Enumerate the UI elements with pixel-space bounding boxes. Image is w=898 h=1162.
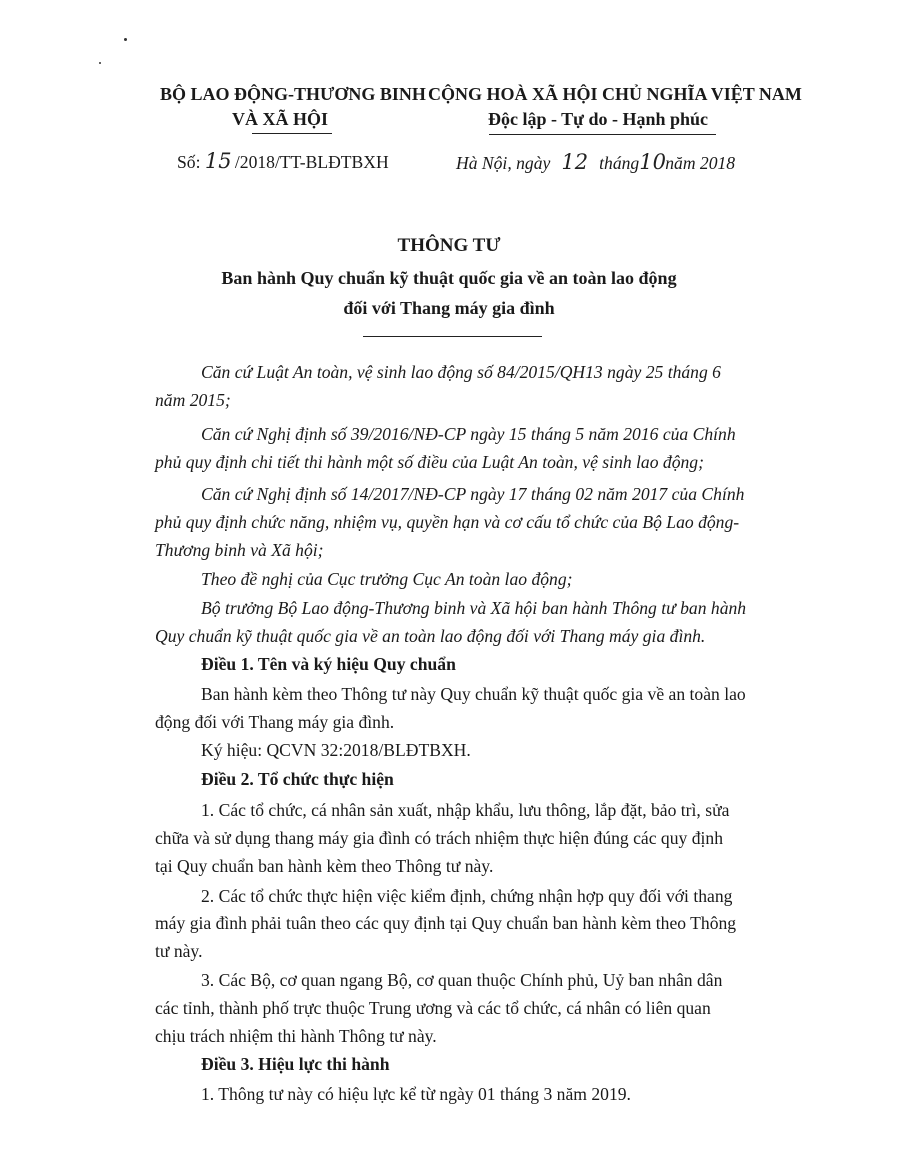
preamble-1-line1: Căn cứ Luật An toàn, vệ sinh lao động số 84/2015/QH13 ngày 25 tháng 6 xyxy=(201,362,721,382)
handwritten-number: 15 xyxy=(204,149,232,173)
article-3-line1: 1. Thông tư này có hiệu lực kể từ ngày 01 tháng 3 năm 2019. xyxy=(201,1084,631,1104)
article-1-line1: Ban hành kèm theo Thông tư này Quy chuẩn kỹ thuật quốc gia về an toàn lao xyxy=(201,684,746,704)
article-2-clause1-line2: chữa và sử dụng thang máy gia đình có trách nhiệm thực hiện đúng các quy định xyxy=(155,828,723,848)
number-prefix: Số: xyxy=(177,152,201,172)
scan-speck xyxy=(99,62,101,64)
article-2-clause3-line2: các tỉnh, thành phố trực thuộc Trung ương và các tổ chức, cá nhân có liên quan xyxy=(155,998,711,1018)
article-2-clause2-line2: máy gia đình phải tuân theo các quy định tại Quy chuẩn ban hành kèm theo Thông xyxy=(155,913,737,933)
article-2-clause3-line3: chịu trách nhiệm thi hành Thông tư này. xyxy=(155,1026,437,1046)
scan-speck xyxy=(124,38,127,41)
preamble-5-line1: Bộ trưởng Bộ Lao động-Thương binh và Xã hội ban hành Thông tư ban hành xyxy=(201,598,747,618)
preamble-4-line1: Theo đề nghị của Cục trưởng Cục An toàn lao động; xyxy=(201,569,573,589)
article-2-clause3-line1: 3. Các Bộ, cơ quan ngang Bộ, cơ quan thuộc Chính phủ, Uỷ ban nhân dân xyxy=(201,970,723,990)
preamble-3-line1: Căn cứ Nghị định số 14/2017/NĐ-CP ngày 17 tháng 02 năm 2017 của Chính xyxy=(201,484,745,504)
ministry-underline xyxy=(252,133,332,134)
document-subject-line1: Ban hành Quy chuẩn kỹ thuật quốc gia về an toàn lao động xyxy=(221,268,677,288)
date-month-label: tháng xyxy=(599,153,640,173)
ministry-name-line2: VÀ XÃ HỘI xyxy=(232,109,329,129)
motto-underline xyxy=(489,134,716,135)
article-2-clause1-line1: 1. Các tổ chức, cá nhân sản xuất, nhập khẩu, lưu thông, lắp đặt, bảo trì, sửa xyxy=(201,800,730,820)
ministry-name-line1: BỘ LAO ĐỘNG-THƯƠNG BINH xyxy=(160,84,426,104)
document-subject-line2: đối với Thang máy gia đình xyxy=(343,298,555,318)
document-number xyxy=(177,149,389,173)
article-1-line2: động đối với Thang máy gia đình. xyxy=(155,712,395,732)
article-2-heading: Điều 2. Tổ chức thực hiện xyxy=(201,769,394,789)
title-underline xyxy=(363,336,542,337)
issue-date xyxy=(456,150,735,174)
article-2-clause2-line3: tư này. xyxy=(155,941,203,961)
article-3-heading: Điều 3. Hiệu lực thi hành xyxy=(201,1054,390,1074)
article-1-heading: Điều 1. Tên và ký hiệu Quy chuẩn xyxy=(201,654,456,674)
article-2-clause2-line1: 2. Các tổ chức thực hiện việc kiểm định, chứng nhận hợp quy đối với thang xyxy=(201,886,733,906)
preamble-3-line2: phủ quy định chức năng, nhiệm vụ, quyền hạn và cơ cấu tổ chức của Bộ Lao động- xyxy=(155,512,740,532)
number-suffix: /2018/TT-BLĐTBXH xyxy=(234,152,389,172)
national-motto: Độc lập - Tự do - Hạnh phúc xyxy=(488,109,709,129)
article-1-symbol: Ký hiệu: QCVN 32:2018/BLĐTBXH. xyxy=(201,740,471,760)
country-name: CỘNG HOÀ XÃ HỘI CHỦ NGHĨA VIỆT NAM xyxy=(428,84,802,104)
article-2-clause1-line3: tại Quy chuẩn ban hành kèm theo Thông tư này. xyxy=(155,856,494,876)
preamble-5-line2: Quy chuẩn kỹ thuật quốc gia về an toàn lao động đối với Thang máy gia đình. xyxy=(155,626,706,646)
preamble-2-line2: phủ quy định chi tiết thi hành một số điều của Luật An toàn, vệ sinh lao động; xyxy=(155,452,704,472)
handwritten-month: 10 xyxy=(639,150,666,174)
document-type: THÔNG TƯ xyxy=(397,235,501,256)
preamble-1-line2: năm 2015; xyxy=(155,390,231,410)
preamble-2-line1: Căn cứ Nghị định số 39/2016/NĐ-CP ngày 15 tháng 5 năm 2016 của Chính xyxy=(201,424,736,444)
preamble-3-line3: Thương binh và Xã hội; xyxy=(155,540,324,560)
date-prefix: Hà Nội, ngày xyxy=(456,153,551,173)
date-suffix: năm 2018 xyxy=(665,153,736,173)
handwritten-day: 12 xyxy=(561,150,589,174)
